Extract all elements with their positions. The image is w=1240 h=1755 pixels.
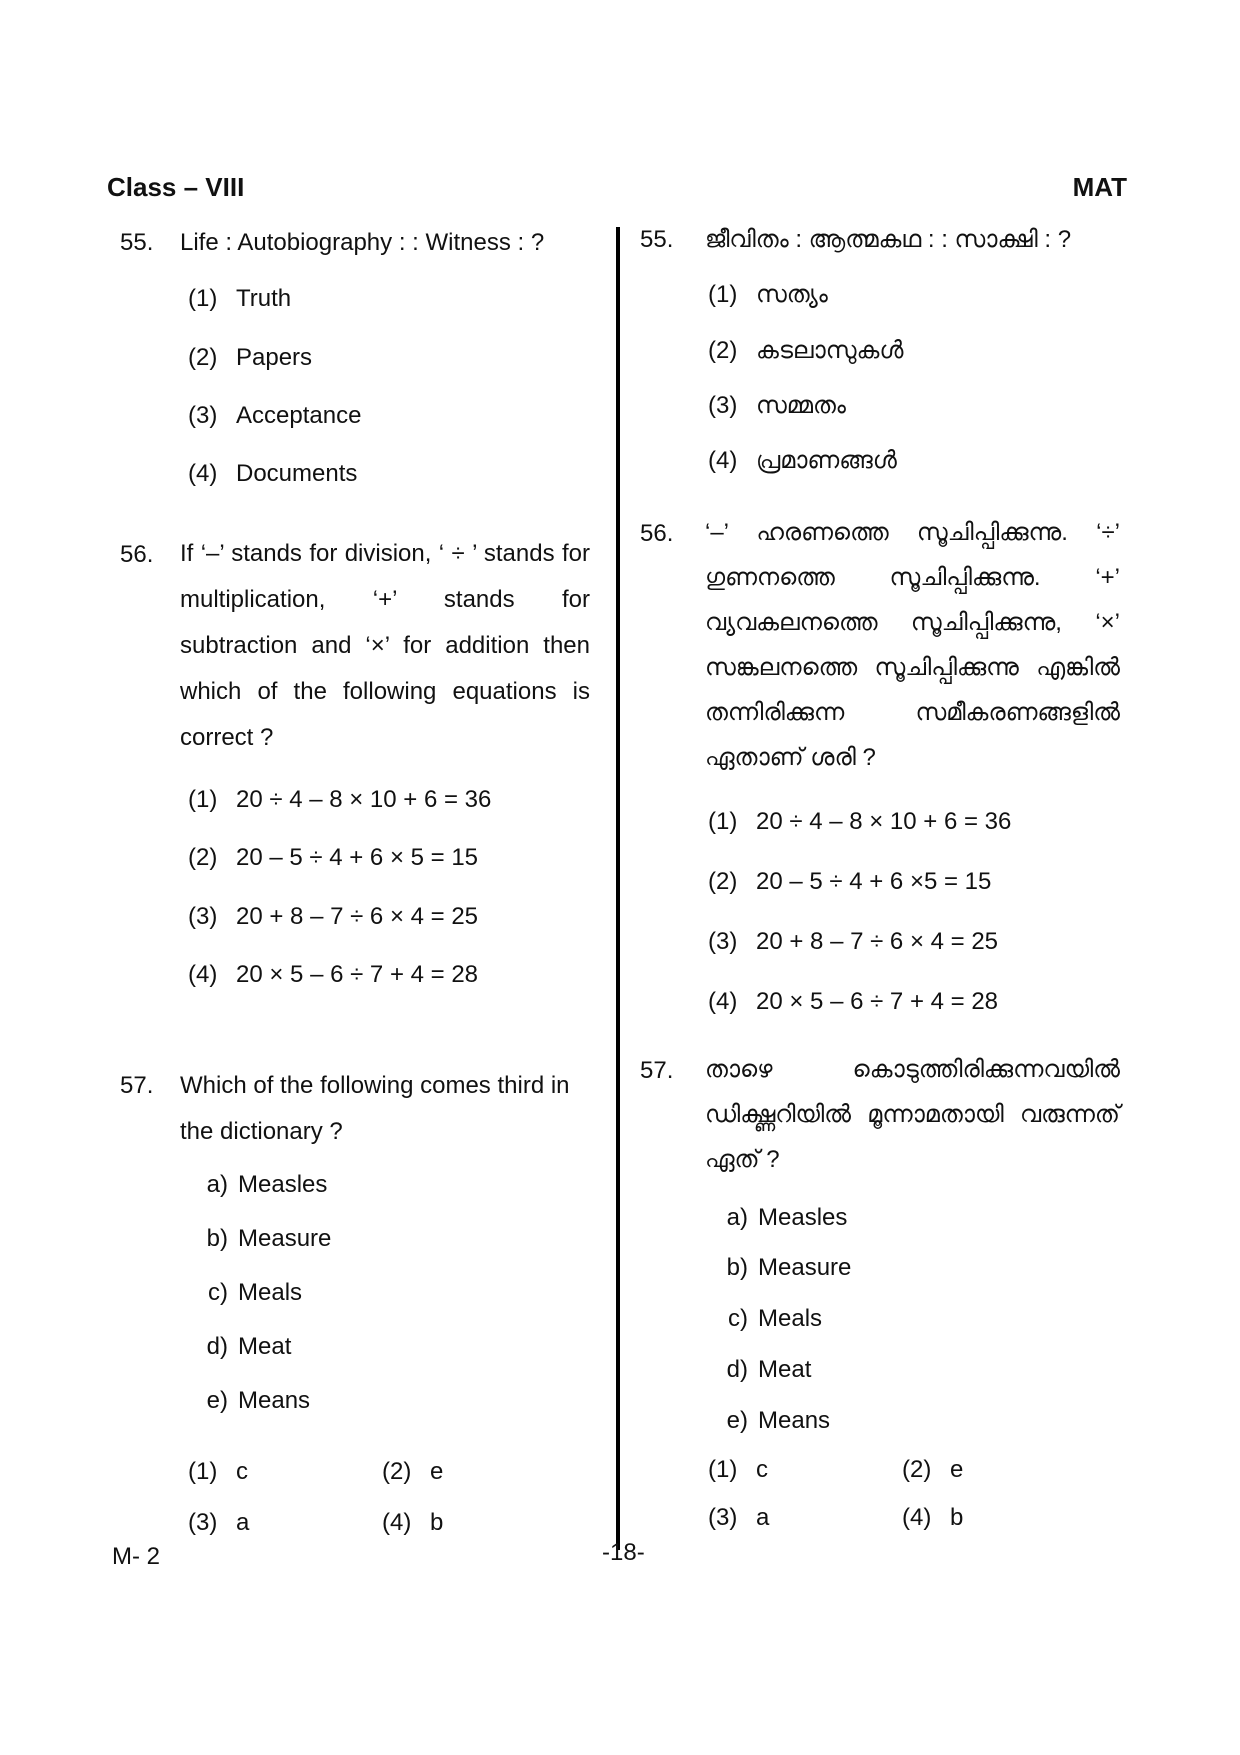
option-text: 20 ÷ 4 – 8 × 10 + 6 = 36 (236, 786, 492, 813)
question-number: 55. (640, 226, 674, 253)
item-text: Meals (238, 1279, 303, 1306)
item-text: Meat (758, 1356, 812, 1383)
option-text: 20 – 5 ÷ 4 + 6 ×5 = 15 (756, 868, 992, 895)
option-text: b (950, 1504, 964, 1531)
option-text: സത്യം (756, 281, 828, 308)
option-number: (1) (708, 281, 738, 308)
option-number: (2) (902, 1456, 932, 1483)
item-letter: d) (726, 1356, 748, 1383)
option-number: (4) (708, 988, 738, 1015)
option-text: പ്രമാണങ്ങൾ (756, 447, 897, 474)
item-letter: a) (206, 1171, 228, 1198)
item-letter: e) (726, 1407, 748, 1434)
option-text: 20 ÷ 4 – 8 × 10 + 6 = 36 (756, 808, 1012, 835)
question-number: 57. (640, 1057, 674, 1084)
question-number: 56. (120, 541, 154, 568)
answer-option-1[interactable] (188, 1458, 248, 1487)
page-number: -18- (602, 1539, 645, 1566)
option-text: 20 – 5 ÷ 4 + 6 × 5 = 15 (236, 844, 479, 871)
class-label: Class – VIII (107, 172, 245, 202)
option-number: (4) (188, 460, 218, 487)
option-number: (1) (188, 1458, 218, 1485)
option-text: e (950, 1456, 964, 1483)
list-item (708, 1407, 830, 1436)
option-3[interactable] (708, 928, 998, 957)
list-item (188, 1387, 310, 1416)
item-text: Meat (238, 1333, 292, 1360)
answer-option-2[interactable] (382, 1458, 443, 1487)
option-2[interactable] (708, 868, 991, 897)
item-text: Means (238, 1387, 311, 1414)
option-number: (4) (188, 961, 218, 988)
list-item (188, 1279, 302, 1308)
option-number: (2) (382, 1458, 412, 1485)
option-1[interactable] (708, 808, 1011, 837)
item-letter: c) (208, 1279, 228, 1306)
option-number: (1) (188, 285, 218, 312)
option-text: a (756, 1504, 770, 1531)
answer-option-4[interactable] (902, 1504, 963, 1533)
list-item (708, 1305, 822, 1334)
option-2[interactable] (188, 344, 312, 373)
question-text: താഴെ കൊടുത്തിരിക്കുന്നവയിൽ ഡിക്ഷ്ണറിയിൽ മൂന്നാമതായി വരുന്നത് ഏത് ? (705, 1056, 1120, 1173)
option-1[interactable] (188, 285, 291, 314)
question-number: 55. (120, 229, 154, 256)
option-number: (2) (708, 337, 738, 364)
option-number: (1) (708, 1456, 738, 1483)
option-number: (2) (708, 868, 738, 895)
option-text: a (236, 1509, 250, 1536)
option-number: (4) (382, 1509, 412, 1536)
question-number: 57. (120, 1072, 154, 1099)
answer-option-2[interactable] (902, 1456, 963, 1485)
option-number: (4) (708, 447, 738, 474)
question-text: ജീവിതം : ആത്മകഥ : : സാക്ഷി : ? (705, 226, 1072, 253)
subject-label: MAT (1072, 172, 1127, 202)
option-text: Papers (236, 344, 313, 371)
item-text: Measure (758, 1254, 852, 1281)
question-text: Life : Autobiography : : Witness : ? (180, 229, 545, 256)
item-text: Measles (238, 1171, 328, 1198)
question-text: Which of the following comes third in the dictionary ? (180, 1072, 570, 1145)
item-letter: d) (206, 1333, 228, 1360)
column-divider (616, 227, 620, 1550)
option-text: 20 × 5 – 6 ÷ 7 + 4 = 28 (236, 961, 479, 988)
item-text: Means (758, 1407, 831, 1434)
option-text: കടലാസുകൾ (756, 337, 904, 364)
option-3[interactable] (188, 402, 361, 431)
option-1[interactable] (708, 281, 828, 310)
answer-option-3[interactable] (708, 1504, 769, 1533)
answer-option-1[interactable] (708, 1456, 768, 1485)
list-item (188, 1333, 291, 1362)
list-item (708, 1204, 847, 1233)
option-number: (2) (188, 344, 218, 371)
option-text: Truth (236, 285, 292, 312)
option-number: (3) (188, 402, 218, 429)
list-item (708, 1356, 811, 1385)
option-text: 20 + 8 – 7 ÷ 6 × 4 = 25 (236, 903, 479, 930)
option-number: (4) (902, 1504, 932, 1531)
option-text: Documents (236, 460, 358, 487)
question-text: ‘–’ ഹരണത്തെ സൂചിപ്പിക്കുന്നു. ‘÷’ ഗുണനത്തെ സൂചിപ്പിക്കുന്നു. ‘+’ വ്യവകലനത്തെ സൂചിപ്പിക്കുന്നു, ‘×’ സങ്കലനത്തെ സൂചിപ്പിക്കുന്നു എങ്കിൽ തന്നിരിക്കുന്ന സമീകരണങ്ങളിൽ ഏതാണ് ശരി ? (705, 519, 1120, 771)
item-letter: a) (726, 1204, 748, 1231)
option-text: സമ്മതം (756, 392, 846, 419)
item-letter: b) (206, 1225, 228, 1252)
option-text: 20 + 8 – 7 ÷ 6 × 4 = 25 (756, 928, 999, 955)
option-number: (1) (188, 786, 218, 813)
option-text: c (756, 1456, 768, 1483)
option-4[interactable] (188, 961, 478, 990)
option-text: 20 × 5 – 6 ÷ 7 + 4 = 28 (756, 988, 999, 1015)
item-text: Measles (758, 1204, 848, 1231)
option-4[interactable] (708, 447, 897, 476)
option-number: (3) (708, 392, 738, 419)
list-item (188, 1171, 327, 1200)
item-text: Measure (238, 1225, 332, 1252)
option-number: (3) (188, 1509, 218, 1536)
page-code: M- 2 (112, 1543, 160, 1570)
option-number: (2) (188, 844, 218, 871)
option-number: (3) (708, 1504, 738, 1531)
list-item (188, 1225, 331, 1254)
option-4[interactable] (708, 988, 998, 1017)
option-number: (3) (188, 903, 218, 930)
question-text: If ‘–’ stands for division, ‘ ÷ ’ stands for multiplication, ‘+’ stands for subtraction and ‘×’ for addition then which of the following equations is correct ? (180, 540, 590, 751)
option-4[interactable] (188, 460, 357, 489)
item-letter: c) (728, 1305, 748, 1332)
option-text: b (430, 1509, 444, 1536)
option-number: (3) (708, 928, 738, 955)
list-item (708, 1254, 851, 1283)
option-number: (1) (708, 808, 738, 835)
option-text: Acceptance (236, 402, 362, 429)
option-text: e (430, 1458, 444, 1485)
option-1[interactable] (188, 786, 491, 815)
item-letter: e) (206, 1387, 228, 1414)
item-letter: b) (726, 1254, 748, 1281)
option-2[interactable] (188, 844, 478, 873)
answer-option-3[interactable] (188, 1509, 249, 1538)
option-3[interactable] (708, 392, 846, 421)
question-number: 56. (640, 520, 674, 547)
option-text: c (236, 1458, 248, 1485)
item-text: Meals (758, 1305, 823, 1332)
option-3[interactable] (188, 903, 478, 932)
answer-option-4[interactable] (382, 1509, 443, 1538)
option-2[interactable] (708, 337, 903, 366)
